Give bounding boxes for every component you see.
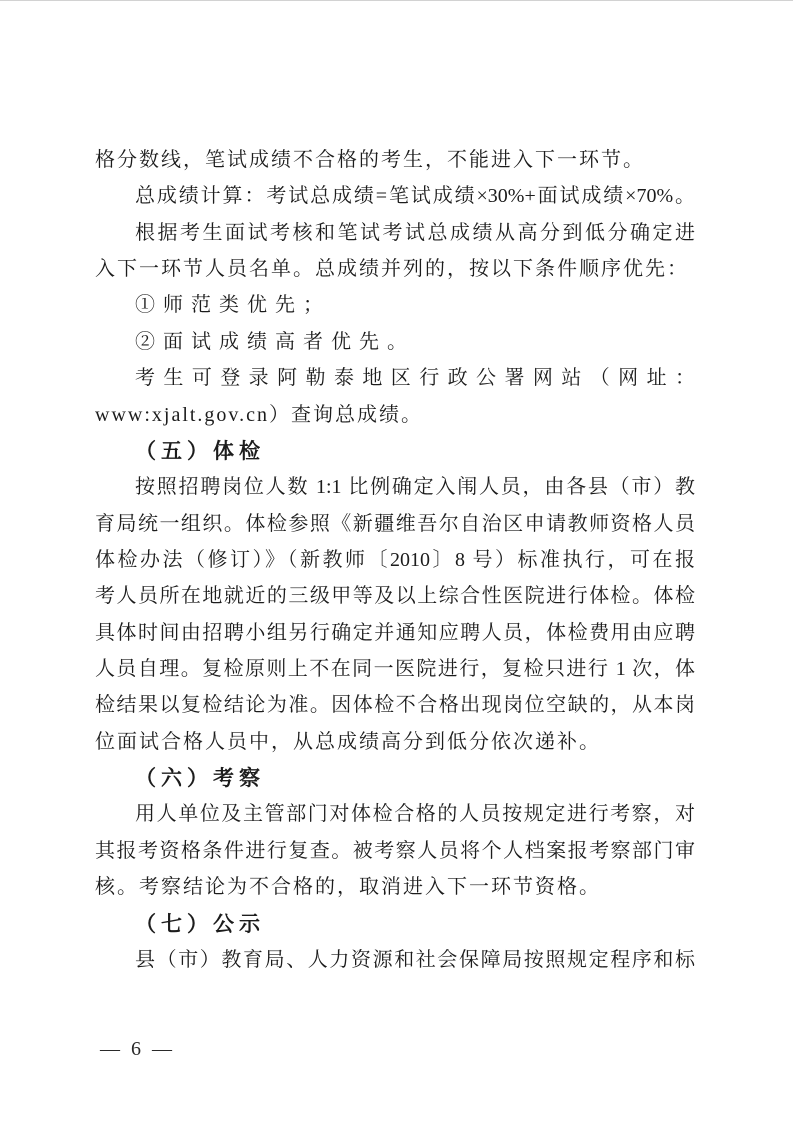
document-line: 检结果以复检结论为准。因体检不合格出现岗位空缺的，从本岗 bbox=[95, 694, 695, 717]
document-line: 用人单位及主管部门对体检合格的人员按规定进行考察，对 bbox=[135, 803, 695, 826]
document-line: 核。考察结论为不合格的，取消进入下一环节资格。 bbox=[95, 876, 601, 899]
document-line: 位面试合格人员中，从总成绩高分到低分依次递补。 bbox=[95, 730, 601, 753]
document-line: （七）公示 bbox=[135, 911, 265, 936]
document-line: 考人员所在地就近的三级甲等及以上综合性医院进行体检。体检 bbox=[95, 585, 695, 608]
document-line: 县（市）教育局、人力资源和社会保障局按照规定程序和标 bbox=[135, 948, 695, 971]
document-line: 总成绩计算：考试总成绩=笔试成绩×30%+面试成绩×70%。 bbox=[135, 185, 695, 208]
document-line: 体检办法（修订）》（新教师〔2010〕8 号）标准执行，可在报 bbox=[95, 548, 695, 571]
document-body bbox=[95, 142, 695, 978]
document-line: 入下一环节人员名单。总成绩并列的，按以下条件顺序优先： bbox=[95, 258, 689, 281]
document-line: 育局统一组织。体检参照《新疆维吾尔自治区申请教师资格人员 bbox=[95, 512, 695, 535]
document-line: 其报考资格条件进行复查。被考察人员将个人档案报考察部门审 bbox=[95, 839, 695, 862]
document-line: www:xjalt.gov.cn）查询总成绩。 bbox=[95, 403, 424, 426]
document-line: 人员自理。复检原则上不在同一医院进行，复检只进行 1 次，体 bbox=[95, 658, 695, 681]
document-line: （五）体检 bbox=[135, 438, 265, 463]
document-line: 考生可登录阿勒泰地区行政公署网站（网址： bbox=[135, 367, 695, 390]
document-line: 具体时间由招聘小组另行确定并通知应聘人员，体检费用由应聘 bbox=[95, 621, 695, 644]
scan-edge-line bbox=[0, 0, 793, 1]
page-number: — 6 — bbox=[100, 1038, 175, 1060]
document-line: 按照招聘岗位人数 1:1 比例确定入闱人员，由各县（市）教 bbox=[135, 476, 695, 499]
document-line: （六）考察 bbox=[135, 766, 265, 791]
document-line: 格分数线，笔试成绩不合格的考生，不能进入下一环节。 bbox=[95, 149, 645, 171]
document-line: ①师范类优先； bbox=[135, 294, 331, 317]
document-line: ②面试成绩高者优先。 bbox=[135, 330, 415, 353]
document-line: 根据考生面试考核和笔试考试总成绩从高分到低分确定进 bbox=[135, 221, 695, 244]
